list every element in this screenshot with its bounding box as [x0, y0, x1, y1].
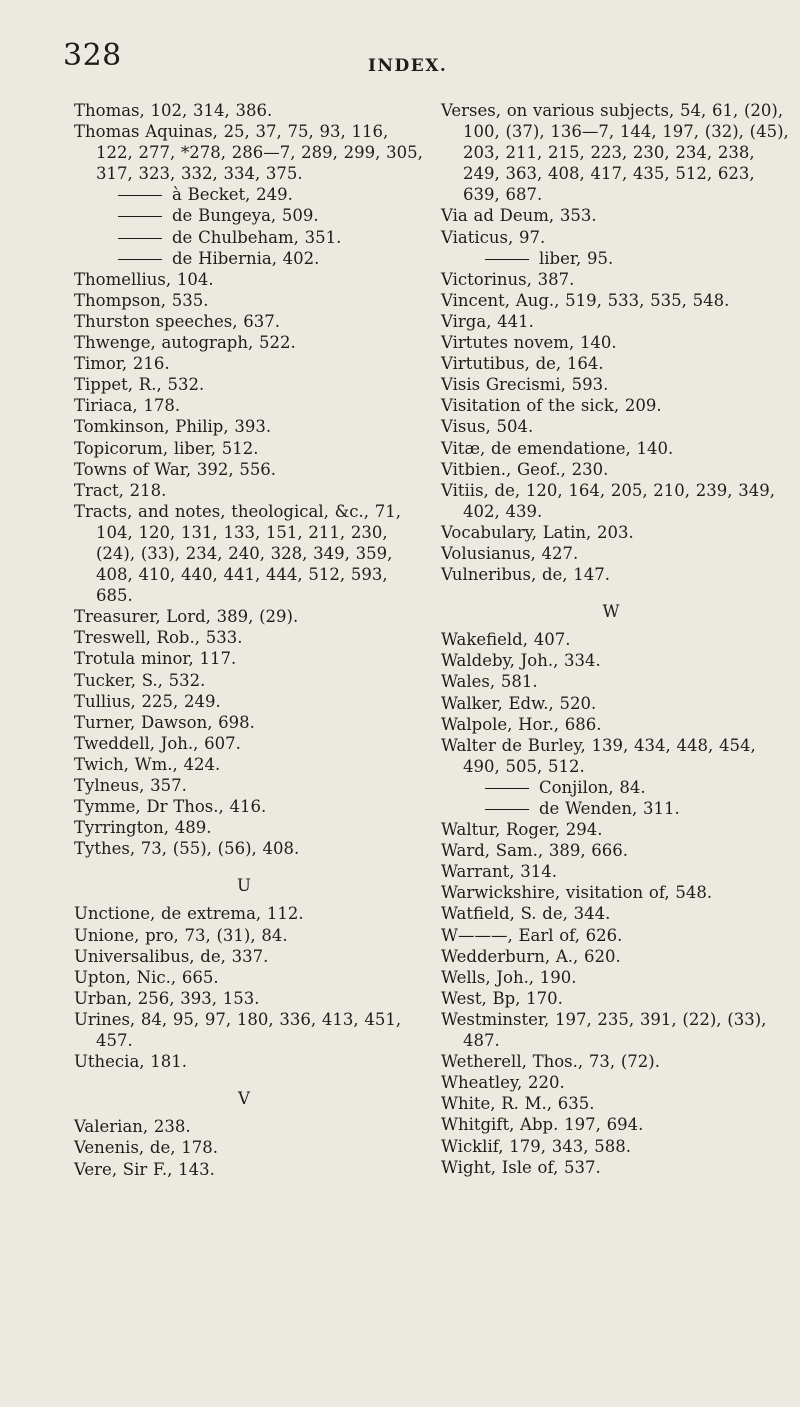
index-entry	[74, 648, 424, 669]
entry-text: Via ad Deum, 353.	[441, 206, 597, 226]
entry-text: Tippet, R., 532.	[74, 375, 205, 395]
index-entry	[74, 691, 424, 712]
index-entry	[441, 227, 791, 248]
index-entry	[74, 374, 424, 395]
entry-text: Thomellius, 104.	[74, 269, 214, 289]
index-entry	[74, 459, 424, 480]
index-entry	[74, 838, 424, 859]
entry-text: Viaticus, 97.	[441, 227, 546, 247]
right-column	[441, 100, 791, 1178]
entry-text: Venenis, de, 178.	[74, 1138, 218, 1158]
index-entry	[74, 438, 424, 459]
index-entry	[74, 416, 424, 437]
entry-text: Tiriaca, 178.	[74, 396, 181, 416]
index-entry	[441, 1114, 791, 1135]
entry-text: Valerian, 238.	[74, 1117, 191, 1137]
index-entry	[74, 712, 424, 733]
index-entry	[74, 290, 424, 311]
index-entry	[74, 1009, 424, 1051]
index-entry	[441, 332, 791, 353]
running-head: INDEX.	[368, 56, 448, 76]
index-subentry	[441, 248, 791, 269]
entry-text: Wheatley, 220.	[441, 1073, 565, 1093]
index-entry	[74, 946, 424, 967]
entry-text: Urines, 84, 95, 97, 180, 336, 413, 451, 457.	[74, 1009, 402, 1051]
page-number: 328	[63, 38, 122, 73]
index-entry	[74, 501, 424, 606]
index-entry	[74, 733, 424, 754]
entry-text: Walpole, Hor., 686.	[441, 714, 602, 734]
entry-text: Warwickshire, visitation of, 548.	[441, 883, 713, 903]
entry-text: Whitgift, Abp. 197, 694.	[441, 1115, 644, 1135]
index-entry	[441, 819, 791, 840]
entry-text: Vitiis, de, 120, 164, 205, 210, 239, 349, 402, 439.	[441, 480, 776, 521]
ditto-rule	[118, 259, 162, 260]
entry-text: de Chulbeham, 351.	[172, 227, 342, 247]
entry-text: Tract, 218.	[74, 480, 167, 500]
entry-text: Vocabulary, Latin, 203.	[441, 522, 634, 542]
index-subentry	[74, 184, 424, 205]
index-entry	[441, 269, 791, 290]
entry-text: Uthecia, 181.	[74, 1052, 188, 1072]
index-entry	[74, 967, 424, 988]
index-entry	[441, 100, 791, 205]
entry-text: Tymme, Dr Thos., 416.	[74, 797, 267, 817]
entry-text: Tweddell, Joh., 607.	[74, 733, 241, 753]
index-entry	[74, 121, 424, 184]
entry-text: Westminster, 197, 235, 391, (22), (33), 487.	[441, 1009, 767, 1051]
entry-text: Visus, 504.	[441, 417, 534, 437]
entry-text: Verses, on various subjects, 54, 61, (20), 100, (37), 136—7, 144, 197, (32), (45), 203, 211, 215, 223, 230, 234, 238, 249, 363, 408, 417, 435, 512, 623, 639, 687.	[441, 101, 789, 205]
ditto-rule	[118, 195, 162, 196]
index-entry	[441, 353, 791, 374]
left-column	[74, 100, 424, 1180]
index-subentry	[74, 227, 424, 248]
entry-text: de Wenden, 311.	[539, 799, 680, 818]
entry-text: Timor, 216.	[74, 354, 170, 374]
entry-text: Upton, Nic., 665.	[74, 967, 219, 987]
index-entry	[74, 903, 424, 924]
index-entry	[74, 754, 424, 775]
entry-text: à Becket, 249.	[172, 185, 293, 205]
entry-text: Wight, Isle of, 537.	[441, 1157, 601, 1177]
entry-text: Watfield, S. de, 344.	[441, 904, 611, 924]
index-entry	[441, 735, 791, 777]
entry-text: Thurston speeches, 637.	[74, 311, 280, 331]
index-entry	[74, 480, 424, 501]
index-entry	[441, 925, 791, 946]
ditto-rule	[118, 238, 162, 239]
entry-text: Tullius, 225, 249.	[74, 691, 221, 711]
entry-text: Unctione, de extrema, 112.	[74, 904, 304, 924]
entry-text: liber, 95.	[539, 248, 614, 268]
entry-text: Visis Grecismi, 593.	[441, 375, 609, 395]
entry-text: Vitæ, de emendatione, 140.	[441, 438, 674, 458]
index-entry	[74, 332, 424, 353]
index-entry	[74, 988, 424, 1009]
entry-text: Conjilon, 84.	[539, 777, 646, 797]
index-entry	[74, 1137, 424, 1158]
index-entry	[441, 1072, 791, 1093]
entry-text: Wales, 581.	[441, 672, 538, 692]
index-entry	[441, 882, 791, 903]
index-entry	[74, 353, 424, 374]
index-entry	[441, 946, 791, 967]
index-entry	[74, 1116, 424, 1137]
ditto-rule	[118, 216, 162, 217]
entry-text: Virga, 441.	[441, 311, 534, 331]
entry-text: Waldeby, Joh., 334.	[441, 651, 601, 671]
index-entry	[441, 840, 791, 861]
entry-text: de Bungeya, 509.	[172, 206, 319, 226]
index-entry	[441, 438, 791, 459]
entry-text: Walter de Burley, 139, 434, 448, 454, 490, 505, 512.	[441, 735, 756, 776]
section-letter: V	[238, 1089, 250, 1109]
entry-text: Tythes, 73, (55), (56), 408.	[74, 839, 300, 859]
entry-text: Wicklif, 179, 343, 588.	[441, 1136, 631, 1156]
entry-text: Victorinus, 387.	[441, 269, 575, 289]
entry-text: Treswell, Rob., 533.	[74, 628, 243, 648]
entry-text: Towns of War, 392, 556.	[74, 459, 277, 479]
entry-text: Volusianus, 427.	[441, 543, 579, 563]
index-entry	[74, 269, 424, 290]
index-subentry	[74, 205, 424, 226]
entry-text: W———, Earl of, 626.	[441, 925, 623, 945]
entry-text: Tyrrington, 489.	[74, 818, 212, 838]
entry-text: Walker, Edw., 520.	[441, 693, 597, 713]
index-entry	[441, 988, 791, 1009]
index-entry	[441, 1093, 791, 1114]
index-subentry	[74, 248, 424, 269]
index-subentry	[441, 798, 791, 819]
ditto-rule	[485, 259, 529, 260]
index-entry	[441, 714, 791, 735]
entry-text: Urban, 256, 393, 153.	[74, 988, 260, 1008]
entry-text: Wells, Joh., 190.	[441, 967, 577, 987]
index-entry	[441, 311, 791, 332]
index-entry	[441, 1051, 791, 1072]
index-entry	[441, 671, 791, 692]
index-entry	[441, 416, 791, 437]
entry-text: Turner, Dawson, 698.	[74, 712, 255, 732]
index-entry	[441, 1009, 791, 1051]
index-entry	[441, 543, 791, 564]
ditto-rule	[485, 809, 529, 810]
entry-text: de Hibernia, 402.	[172, 248, 320, 268]
entry-text: West, Bp, 170.	[441, 988, 563, 1008]
entry-text: Wetherell, Thos., 73, (72).	[441, 1052, 660, 1072]
index-entry	[74, 1159, 424, 1180]
index-entry	[441, 650, 791, 671]
entry-text: Wakefield, 407.	[441, 630, 571, 650]
entry-text: Tomkinson, Philip, 393.	[74, 417, 272, 437]
entry-text: Universalibus, de, 337.	[74, 946, 269, 966]
entry-text: Waltur, Roger, 294.	[441, 820, 603, 840]
index-entry	[74, 100, 424, 121]
index-entry	[74, 1051, 424, 1072]
entry-text: Tucker, S., 532.	[74, 670, 206, 690]
entry-text: Ward, Sam., 389, 666.	[441, 841, 629, 861]
entry-text: White, R. M., 635.	[441, 1094, 595, 1114]
index-entry	[441, 967, 791, 988]
entry-text: Thomas Aquinas, 25, 37, 75, 93, 116, 122, 277, *278, 286—7, 289, 299, 305, 317, 323, 332, 334, 375.	[74, 122, 423, 184]
section-letter: U	[237, 876, 251, 896]
index-entry	[441, 564, 791, 585]
index-entry	[441, 861, 791, 882]
index-entry	[74, 395, 424, 416]
entry-text: Virtutes novem, 140.	[441, 333, 617, 353]
entry-text: Wedderburn, A., 620.	[441, 946, 621, 966]
index-entry	[441, 395, 791, 416]
index-entry	[441, 903, 791, 924]
entry-text: Twich, Wm., 424.	[74, 754, 221, 774]
index-entry	[441, 522, 791, 543]
entry-text: Topicorum, liber, 512.	[74, 438, 259, 458]
index-entry	[74, 311, 424, 332]
entry-text: Vulneribus, de, 147.	[441, 565, 611, 585]
index-subentry	[441, 777, 791, 798]
index-entry	[74, 796, 424, 817]
index-entry	[441, 290, 791, 311]
index-entry	[74, 670, 424, 691]
entry-text: Warrant, 314.	[441, 862, 557, 882]
section-letter: W	[602, 602, 620, 622]
index-entry	[74, 775, 424, 796]
entry-text: Visitation of the sick, 209.	[441, 396, 662, 416]
entry-text: Vere, Sir F., 143.	[74, 1159, 215, 1179]
entry-text: Unione, pro, 73, (31), 84.	[74, 925, 288, 945]
index-entry	[74, 606, 424, 627]
entry-text: Tylneus, 357.	[74, 776, 187, 795]
index-entry	[441, 629, 791, 650]
index-entry	[441, 205, 791, 226]
index-entry	[441, 480, 791, 522]
index-entry	[441, 693, 791, 714]
entry-text: Virtutibus, de, 164.	[441, 354, 604, 374]
index-entry	[441, 374, 791, 395]
entry-text: Treasurer, Lord, 389, (29).	[74, 607, 299, 627]
entry-text: Vincent, Aug., 519, 533, 535, 548.	[441, 290, 730, 310]
entry-text: Trotula minor, 117.	[74, 649, 237, 669]
entry-text: Thompson, 535.	[74, 290, 209, 310]
index-entry	[74, 925, 424, 946]
ditto-rule	[485, 788, 529, 789]
index-entry	[441, 459, 791, 480]
index-entry	[441, 1136, 791, 1157]
entry-text: Tracts, and notes, theological, &c., 71, 104, 120, 131, 133, 151, 211, 230, (24), (33), 234, 240, 328, 349, 359, 408, 410, 440, 441, 444, 512, 593, 685.	[74, 501, 401, 606]
index-entry	[441, 1157, 791, 1178]
index-entry	[74, 627, 424, 648]
entry-text: Thwenge, autograph, 522.	[74, 333, 296, 353]
index-entry	[74, 817, 424, 838]
entry-text: Vitbien., Geof., 230.	[441, 459, 609, 479]
entry-text: Thomas, 102, 314, 386.	[74, 101, 273, 120]
